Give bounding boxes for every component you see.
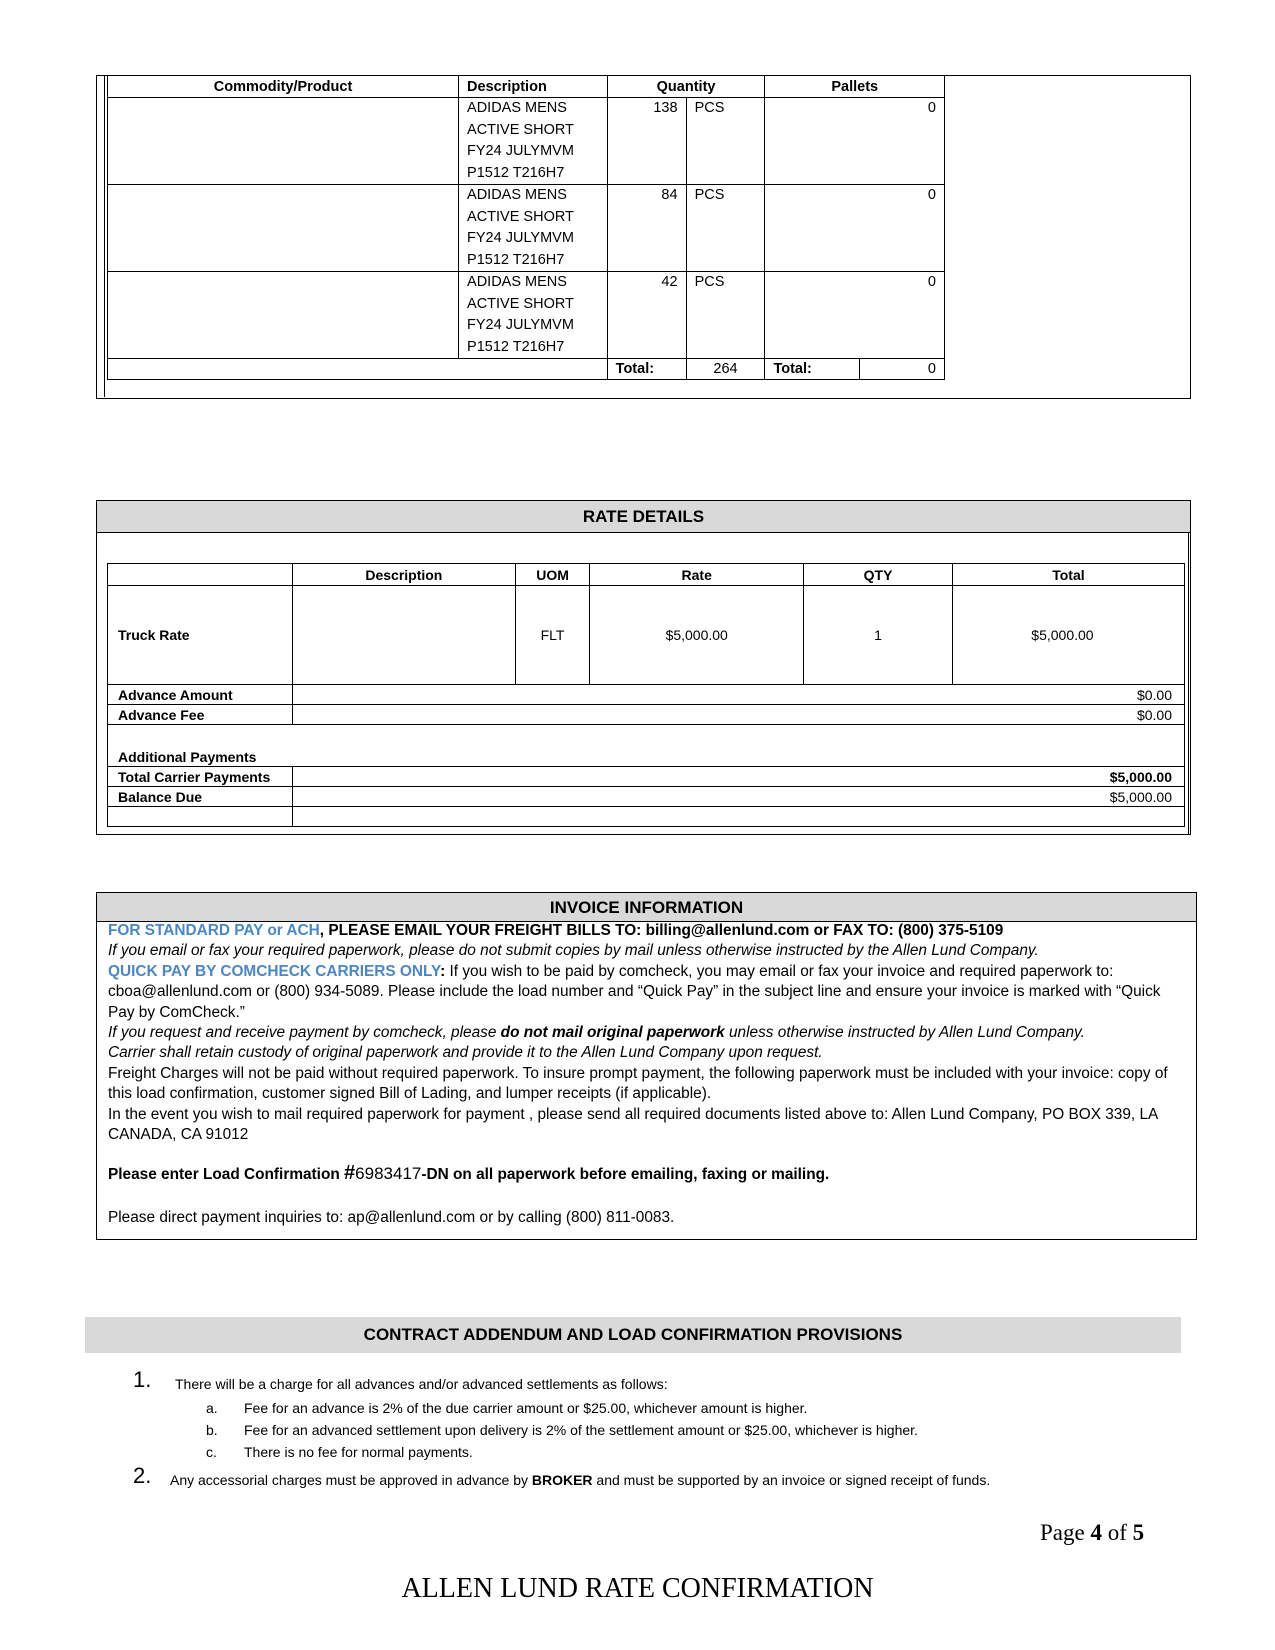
commodity-row — [108, 185, 945, 272]
mail-note: If you email or fax your required paperwork, please do not submit copies by mail unless otherwise instructed by the Allen Lund Company. — [108, 942, 1039, 960]
description-header: Description — [459, 76, 608, 98]
page-number — [1040, 1520, 1144, 1546]
description-line: ADIDAS MENS — [467, 100, 567, 116]
standard-pay-label: FOR STANDARD PAY or ACH — [108, 922, 320, 939]
truck-rate-rate: $5,000.00 — [590, 586, 804, 685]
pallets-total-value: 0 — [860, 359, 945, 380]
description-line: FY24 JULYMVM — [467, 230, 574, 246]
description-line: P1512 T216H7 — [467, 164, 565, 181]
rate-blank-cell — [292, 807, 1184, 827]
addendum-subitem-text: Fee for an advanced settlement upon delivery is 2% of the settlement amount or $25.00, whichever is higher. — [244, 1422, 918, 1438]
quantity-unit: PCS — [686, 185, 765, 272]
truck-rate-row — [108, 586, 1185, 685]
balance-due-value: $5,000.00 — [292, 787, 1184, 807]
advance-amount-row — [108, 685, 1185, 705]
totals-spacer — [108, 359, 608, 380]
addendum-subitem-text: Fee for an advance is 2% of the due carrier amount or $25.00, whichever amount is higher. — [244, 1400, 808, 1416]
description-line: ADIDAS MENS — [467, 187, 567, 203]
commodity-cell — [108, 98, 459, 185]
commodity-header: Commodity/Product — [108, 76, 459, 98]
description-line: P1512 T216H7 — [467, 338, 565, 355]
addendum-item-number: 1. — [133, 1367, 152, 1392]
quick-pay-label: QUICK PAY BY COMCHECK CARRIERS ONLY — [108, 962, 441, 980]
invoice-information-body — [108, 921, 1188, 1228]
addendum-item-number: 2. — [133, 1463, 152, 1488]
page-total: 5 — [1132, 1520, 1145, 1545]
quick-pay-text: If you wish to be paid by comcheck, you may email or fax your invoice and required paperwork to: cboa@allenlund.com or (800) 934-5089. Please include the load number and “Quick Pay” in the subject line and ensure your invoice is marked with “Quick Pay by ComCheck.” — [108, 962, 1161, 1021]
qty-header: QTY — [804, 564, 953, 586]
rate-table — [107, 563, 1185, 827]
confirm-pre: Please enter Load Confirmation — [108, 1166, 345, 1184]
quantity-total-label: Total: — [607, 359, 686, 380]
commodity-row — [108, 272, 945, 359]
quantity-unit: PCS — [686, 272, 765, 359]
rate-header: Rate — [590, 564, 804, 586]
pallets-value: 0 — [765, 272, 945, 359]
commodity-totals-row — [108, 359, 945, 380]
description-line: FY24 JULYMVM — [467, 143, 574, 159]
advance-amount-label: Advance Amount — [108, 685, 293, 705]
truck-rate-uom: FLT — [515, 586, 589, 685]
comcheck-post: unless otherwise instructed by Allen Lund Company. — [724, 1024, 1085, 1042]
balance-due-label: Balance Due — [108, 787, 293, 807]
addendum-subitem-letter: b. — [206, 1422, 218, 1438]
quantity-header: Quantity — [607, 76, 765, 98]
confirm-post: -DN on all paperwork before emailing, faxing or mailing. — [421, 1166, 830, 1184]
pallets-header: Pallets — [765, 76, 945, 98]
truck-rate-label: Truck Rate — [108, 586, 293, 685]
footer-title: ALLEN LUND RATE CONFIRMATION — [401, 1573, 874, 1604]
commodity-cell — [108, 272, 459, 359]
additional-payments-row — [108, 725, 1185, 767]
truck-rate-qty: 1 — [804, 586, 953, 685]
page-of: of — [1101, 1520, 1133, 1545]
quick-pay-paragraph — [108, 962, 1188, 1023]
quantity-value: 42 — [607, 272, 686, 359]
total-carrier-payments-value: $5,000.00 — [292, 767, 1184, 787]
description-cell — [459, 98, 608, 185]
truck-rate-total: $5,000.00 — [952, 586, 1184, 685]
quantity-total-value: 264 — [686, 359, 765, 380]
commodity-row — [108, 98, 945, 185]
advance-amount-value: $0.00 — [292, 685, 1184, 705]
advance-fee-value: $0.00 — [292, 705, 1184, 725]
description-line: ACTIVE SHORT — [467, 121, 574, 138]
confirm-hash: # — [344, 1162, 356, 1185]
load-confirmation-note — [108, 1163, 1188, 1185]
quick-pay-colon: : — [440, 962, 446, 980]
mail-address-note: In the event you wish to mail required paperwork for payment , please send all required documents listed above to: Allen Lund Company, PO BOX 339, LA CANADA, CA 91012 — [108, 1105, 1158, 1144]
rate-divider — [1188, 531, 1189, 835]
quantity-unit: PCS — [686, 98, 765, 185]
commodity-header-row — [108, 76, 945, 98]
rate-blank-row — [108, 807, 1185, 827]
invoice-information-title: INVOICE INFORMATION — [97, 893, 1196, 922]
quantity-value: 84 — [607, 185, 686, 272]
truck-rate-description — [292, 586, 515, 685]
total-carrier-payments-row — [108, 767, 1185, 787]
rate-description-header: Description — [292, 564, 515, 586]
load-confirmation-number: 6983417 — [355, 1164, 422, 1184]
description-line: ACTIVE SHORT — [467, 208, 574, 225]
commodity-divider — [104, 75, 105, 397]
balance-due-row — [108, 787, 1185, 807]
pallets-value: 0 — [765, 185, 945, 272]
description-cell — [459, 272, 608, 359]
description-line: P1512 T216H7 — [467, 251, 565, 268]
custody-note: Carrier shall retain custody of original paperwork and provide it to the Allen Lund Company upon request. — [108, 1044, 823, 1062]
addendum-item2-pre: Any accessorial charges must be approved in advance by — [170, 1472, 532, 1488]
addendum-item2-post: and must be supported by an invoice or signed receipt of funds. — [592, 1472, 991, 1488]
standard-pay-text: , PLEASE EMAIL YOUR FREIGHT BILLS TO: billing@allenlund.com or FAX TO: (800) 375-5109 — [319, 922, 1004, 939]
description-line: ADIDAS MENS — [467, 274, 567, 290]
pallets-total-label: Total: — [765, 359, 860, 380]
page-current: 4 — [1090, 1520, 1102, 1545]
quantity-value: 138 — [607, 98, 686, 185]
commodity-table — [107, 75, 945, 380]
addendum-title: CONTRACT ADDENDUM AND LOAD CONFIRMATION PROVISIONS — [85, 1317, 1181, 1353]
addendum-subitem-letter: c. — [206, 1444, 217, 1460]
advance-fee-label: Advance Fee — [108, 705, 293, 725]
addendum-subitem-text: There is no fee for normal payments. — [244, 1444, 473, 1460]
commodity-cell — [108, 185, 459, 272]
pallets-value: 0 — [765, 98, 945, 185]
description-line: FY24 JULYMVM — [467, 317, 574, 333]
advance-fee-row — [108, 705, 1185, 725]
page-word: Page — [1040, 1520, 1091, 1545]
rate-blank-cell — [108, 807, 293, 827]
payment-inquiries-note: Please direct payment inquiries to: ap@allenlund.com or by calling (800) 811-0083. — [108, 1208, 675, 1226]
description-cell — [459, 185, 608, 272]
uom-header: UOM — [515, 564, 589, 586]
total-carrier-payments-label: Total Carrier Payments — [108, 767, 293, 787]
addendum-item2-bold: BROKER — [531, 1472, 593, 1488]
comcheck-bold: do not mail original paperwork — [500, 1024, 725, 1042]
comcheck-note — [108, 1023, 1188, 1043]
addendum-subitem-letter: a. — [206, 1400, 218, 1416]
rate-details-title: RATE DETAILS — [97, 501, 1190, 533]
freight-charges-note: Freight Charges will not be paid without required paperwork. To insure prompt payment, the following paperwork must be included with your invoice: copy of this load confirmation, customer signed Bill of Lading, and lumper receipts (if applicable). — [108, 1064, 1168, 1103]
standard-pay-line — [108, 921, 1188, 941]
addendum-item-text — [170, 1472, 990, 1488]
additional-payments-label: Additional Payments — [108, 725, 1185, 767]
rate-header-row — [108, 564, 1185, 586]
addendum-item-text: There will be a charge for all advances and/or advanced settlements as follows: — [175, 1376, 668, 1392]
total-header: Total — [952, 564, 1184, 586]
comcheck-pre: If you request and receive payment by comcheck, please — [108, 1024, 501, 1042]
rate-header-blank — [108, 564, 293, 586]
description-line: ACTIVE SHORT — [467, 295, 574, 312]
